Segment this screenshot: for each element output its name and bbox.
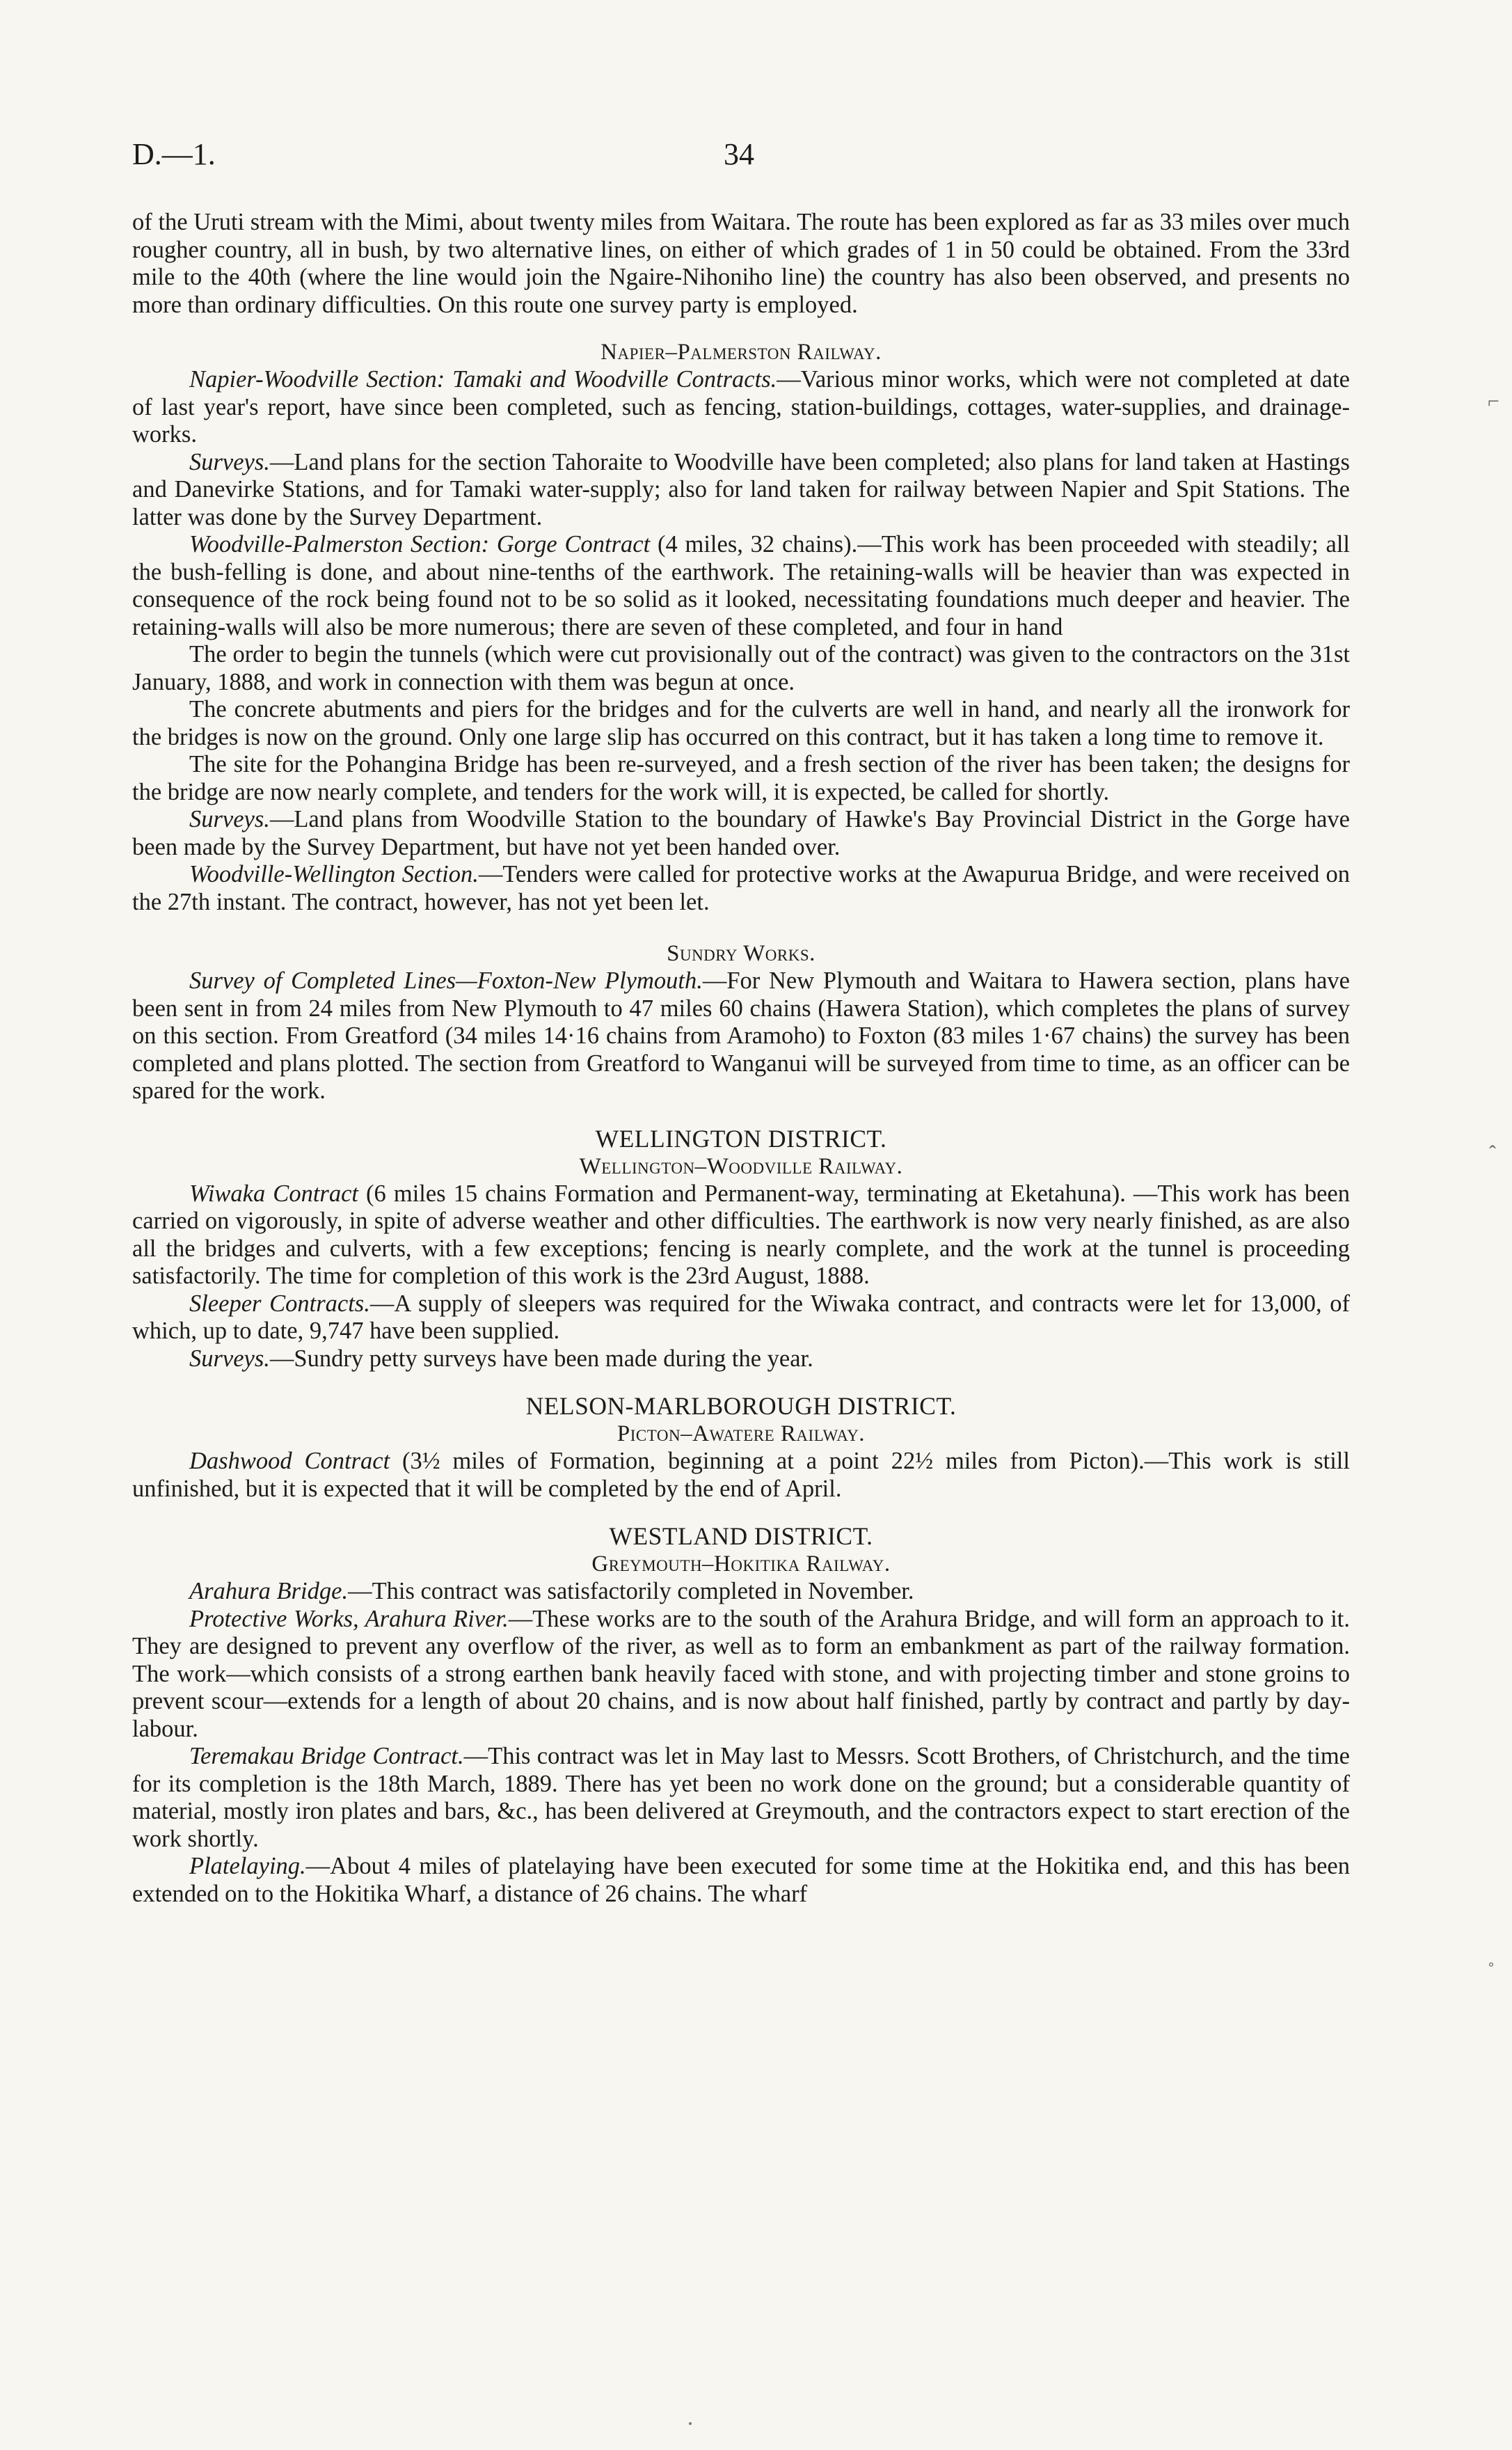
page-number: 34 [724, 137, 754, 171]
paragraph-text: (4 miles, 32 chains). [650, 531, 858, 558]
paragraph-lead: Wiwaka Contract [189, 1180, 358, 1207]
paragraph-text: —This contract was let in May last to Messrs. Scott Brothers, of Christchurch, and the time for its completion is the 18th March, 1889. There has yet been no work done on the ground; but a considerable quantity of material, mostly iron plates and bars, &c., has been delivered at Greymouth, and the contractors expect to start erection of the work shortly. [132, 1743, 1350, 1852]
paragraph [132, 531, 1350, 641]
paragraph-text: —This contract was satisfactorily completed in November. [348, 1578, 914, 1604]
paragraph-text: —These works are to the south of the Arahura Bridge, and will form an approach to it. They are designed to prevent any overflow of the river, as well as to form an embankment as part of the railway formation. The work—which consists of a strong earthen bank heavily faced with stone, and with projecting timber and stone groins to prevent scour—extends for a length of about 20 chains, and is now about half finished, partly by contract and partly by day-labour. [132, 1605, 1350, 1742]
paragraph-text: —For New Plymouth and Waitara to Hawera section, plans have been sent in from 24 miles from New Plymouth to 47 miles 60 chains (Hawera Station), which completes the plans of survey on this section. From Greatford (34 miles 14·16 chains from Aramoho) to Foxton (83 miles 1·67 chains) the survey has been completed and plans plotted. The section from Greatford to Wanganui will be surveyed from time to time, as an officer can be spared for the work. [132, 967, 1350, 1104]
paragraph [132, 861, 1350, 916]
paragraph [132, 1743, 1350, 1853]
paragraph-lead: Surveys. [189, 1345, 270, 1372]
paragraph-lead: Napier-Woodville Section: Tamaki and Woodville Contracts. [189, 366, 777, 393]
scan-mark-icon: ˚ [1488, 1959, 1495, 1982]
scan-dot [689, 2422, 692, 2425]
document-reference: D.—1. [132, 137, 216, 171]
paragraph: The concrete abutments and piers for the bridges and for the culverts are well in hand, and nearly all the ironwork for the bridges is now on the ground. Only one large slip has occurred on this contract, but it has taken a long time to remove it. [132, 696, 1350, 750]
district-heading-wellington: WELLINGTON DISTRICT. [595, 1124, 887, 1153]
paragraph [132, 967, 1350, 1105]
paragraph [132, 1290, 1350, 1345]
paragraph [132, 366, 1350, 449]
paragraph-text: (3½ miles of Formation, beginning at a point 22½ miles from Picton).—This work is still unfinished, but it is expected that it will be completed by the end of April. [132, 1448, 1350, 1502]
paragraph [132, 1345, 1350, 1373]
paragraph-lead: Arahura Bridge. [189, 1578, 349, 1604]
paragraph: The site for the Pohangina Bridge has been re-surveyed, and a fresh section of the river has been taken; the designs for the bridge are now nearly complete, and tenders for the work will, it is expected, be called for shortly. [132, 751, 1350, 805]
scan-mark-icon: ⌐ [1488, 390, 1499, 413]
paragraph [132, 1606, 1350, 1744]
section-heading-napier-palmerston: Napier–Palmerston Railway. [600, 340, 882, 365]
paragraph-text: —About 4 miles of platelaying have been executed for some time at the Hokitika end, and this has been extended on to the Hokitika Wharf, a distance of 26 chains. The wharf [132, 1853, 1350, 1907]
paragraph-lead: Woodville-Wellington Section. [189, 861, 479, 887]
paragraph-text: —Tenders were called for protective works at the Awapurua Bridge, and were received on the 27th instant. The contract, however, has not yet been let. [132, 861, 1350, 915]
paragraph [132, 806, 1350, 861]
scan-mark-icon: ˆ [1489, 1141, 1496, 1164]
district-heading-westland: WESTLAND DISTRICT. [609, 1522, 873, 1550]
paragraph-lead: Teremakau Bridge Contract. [189, 1743, 464, 1769]
paragraph-text: —This work has been proceeded with steadily; all the bush-felling is done, and about nine-tenths of the earthwork. The retaining-walls will be heavier than was expected in consequence of the rock being found not to be so solid as it looked, necessitating foundations much deeper and heavier. The retaining-walls will also be more numerous; there are seven of these completed, and four in hand [132, 531, 1350, 640]
paragraph [132, 1578, 1350, 1606]
paragraph-lead: Protective Works, Arahura River. [189, 1605, 509, 1632]
document-body [132, 209, 1350, 1908]
paragraph-text: —Various minor works, which were not completed at date of last year's report, have since been completed, such as fencing, station-buildings, cottages, water-supplies, and drainage-works. [132, 366, 1350, 448]
paragraph-text: —A supply of sleepers was required for the Wiwaka contract, and contracts were let for 13,000, of which, up to date, 9,747 have been supplied. [132, 1290, 1350, 1344]
section-heading-wellington-woodville: Wellington–Woodville Railway. [579, 1153, 903, 1179]
paragraph-lead: Dashwood Contract [189, 1448, 390, 1474]
section-heading-picton-awatere: Picton–Awatere Railway. [616, 1421, 866, 1446]
district-heading-nelson-marlborough: NELSON-MARLBOROUGH DISTRICT. [525, 1392, 957, 1420]
paragraph [132, 449, 1350, 532]
paragraph [132, 1180, 1350, 1290]
paragraph-lead: Surveys. [189, 448, 270, 475]
paragraph-lead: Survey of Completed Lines—Foxton-New Plymouth. [189, 967, 703, 994]
paragraph-text: (6 miles 15 chains Formation and Permanent-way, terminating at Eketahuna). —This work has been carried on vigorously, in spite of adverse weather and other difficulties. The earthwork is now very nearly finished, as are also all the bridges and culverts, with a few exceptions; fencing is nearly complete, and the work at the tunnel is proceeding satisfactorily. The time for completion of this work is the 23rd August, 1888. [132, 1180, 1350, 1289]
paragraph: The order to begin the tunnels (which were cut provisionally out of the contract) was given to the contractors on the 31st January, 1888, and work in connection with them was begun at once. [132, 641, 1350, 695]
paragraph-text: —Land plans for the section Tahoraite to Woodville have been completed; also plans for land taken at Hastings and Danevirke Stations, and for Tamaki water-supply; also for land taken for railway between Napier and Spit Stations. The latter was done by the Survey Department. [132, 448, 1350, 530]
paragraph-lead: Platelaying. [189, 1853, 306, 1879]
paragraph-lead: Sleeper Contracts. [189, 1290, 370, 1317]
section-heading-sundry-works: Sundry Works. [667, 941, 815, 966]
opening-paragraph: of the Uruti stream with the Mimi, about twenty miles from Waitara. The route has been explored as far as 33 miles over much rougher country, all in bush, by two alternative lines, on either of which grades of 1 in 50 could be obtained. From the 33rd mile to the 40th (where the line would join the Ngaire-Nihoniho line) the country has also been observed, and presents no more than ordinary difficulties. On this route one survey party is employed. [132, 209, 1350, 318]
paragraph [132, 1448, 1350, 1503]
paragraph-text: —Land plans from Woodville Station to the boundary of Hawke's Bay Provincial District in the Gorge have been made by the Survey Department, but have not yet been handed over. [132, 806, 1350, 860]
paragraph-lead: Woodville-Palmerston Section: Gorge Contract [189, 531, 651, 558]
paragraph-lead: Surveys. [189, 806, 270, 832]
section-heading-greymouth-hokitika: Greymouth–Hokitika Railway. [591, 1551, 891, 1576]
paragraph-text: —Sundry petty surveys have been made during the year. [269, 1345, 813, 1372]
paragraph [132, 1853, 1350, 1908]
